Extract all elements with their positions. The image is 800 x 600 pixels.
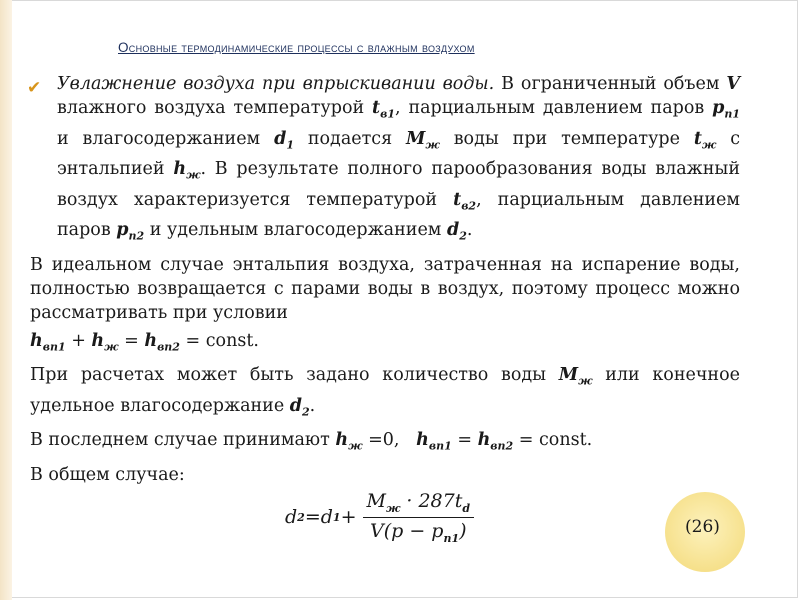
slide-left-edge (0, 0, 12, 600)
equation-number: (26) (685, 517, 720, 537)
fraction-numerator: $M_ж \cdot 287t_d$ (363, 490, 475, 518)
paragraph-2: В идеальном случае энтальпия воздуха, затраченная на испарение воды, полностью возвращается с парами воды в воздух, поэтому процесс можно рассматривать при условии (30, 254, 740, 323)
para-lead: Увлажнение воздуха при впрыскивании воды. (57, 74, 495, 94)
formula-26: d 2 = d 1 + $\frac{M_ж \cdot 287t_d}{V(p - p_{п1})}$ (285, 490, 474, 545)
equation-1: $h_{вп1} + h_ж = h_{вп2}$ = const. (30, 330, 259, 353)
checkmark-icon: ✔ (27, 78, 42, 98)
fraction-denominator: $V(p - p_{п1})$ (370, 519, 467, 545)
paragraph-3: При расчетах может быть задано количество воды $M_ж$ или конечное удельное влагосодержание $d_2$. (30, 365, 740, 418)
slide-body (30, 72, 740, 487)
paragraph-5: В общем случае: (30, 464, 185, 485)
formula-fraction (363, 490, 475, 545)
paragraph-4: В последнем случае принимают $h_ж =0$, $h_{вп1} = h_{вп2}$ = const. (30, 430, 593, 453)
paragraph-1: Увлажнение воздуха при впрыскивании воды. В ограниченный объем V влажного воздуха температурой $t_{в1}$, парциальным давлением паров $p_{п1}$ и влагосодержанием $d_1$ подается $M_ж$ воды при температуре $t_ж$ с энтальпией $h_ж$. В результате полного парообразования воды влажный воздух характеризуется температурой $t_{в2}$, парциальным давлением паров $p_{п2}$ и удельным влагосодержанием $d_2$. (57, 74, 741, 243)
slide-title: Основные термодинамические процессы с влажным воздухом (118, 40, 475, 55)
